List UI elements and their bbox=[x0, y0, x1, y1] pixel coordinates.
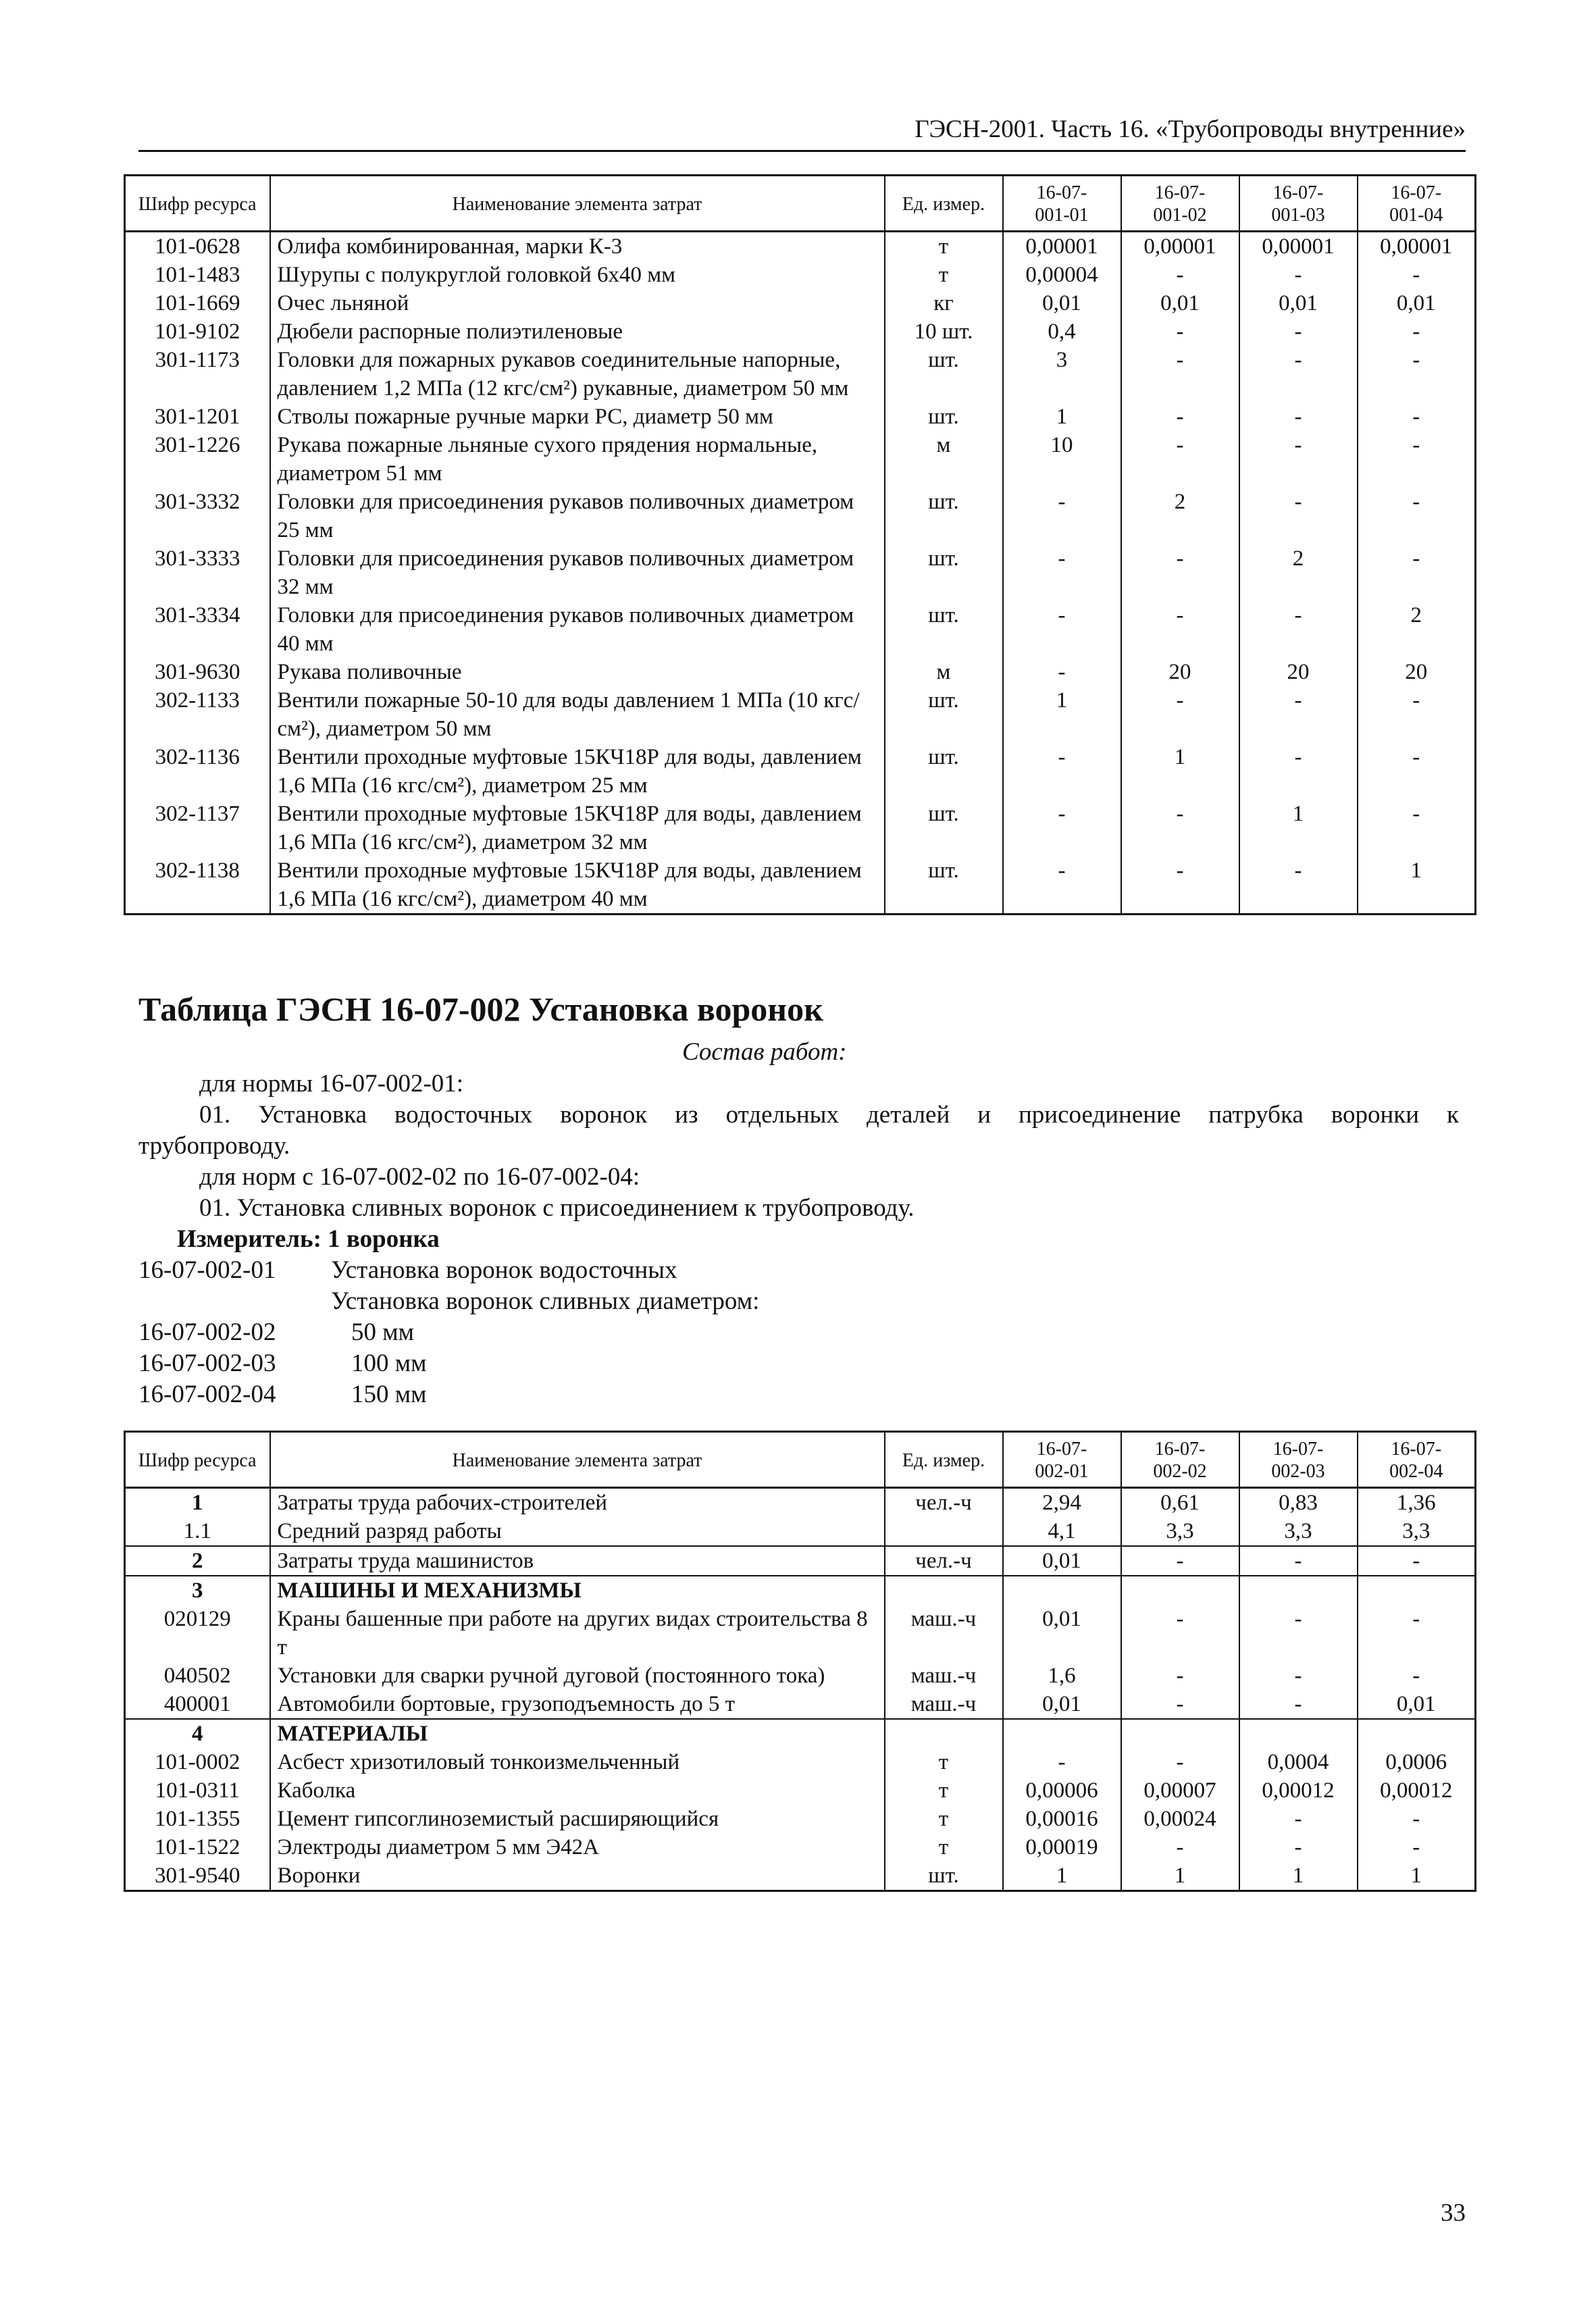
resource-code: 101-1355 bbox=[125, 1805, 270, 1833]
norm-value: - bbox=[1003, 800, 1121, 856]
resource-unit: шт. bbox=[885, 686, 1003, 743]
resource-name: Головки для присоединения рукавов поливочных диаметром 25 мм bbox=[270, 488, 885, 544]
table-row bbox=[125, 1719, 1476, 1748]
norm-value: - bbox=[1121, 686, 1239, 743]
norm-text: 150 мм bbox=[351, 1381, 427, 1408]
header-unit: Ед. измер. bbox=[885, 176, 1003, 232]
norm-value: 0,4 bbox=[1003, 317, 1121, 346]
norm-value: - bbox=[1358, 431, 1476, 488]
norm-value: - bbox=[1358, 317, 1476, 346]
table-row bbox=[125, 601, 1476, 658]
resource-name: Шурупы с полукруглой головкой 6х40 мм bbox=[270, 261, 885, 289]
table-row bbox=[125, 1833, 1476, 1861]
header-norm-col: 16-07- 001-04 bbox=[1358, 176, 1476, 232]
norm-value: - bbox=[1358, 686, 1476, 743]
resource-unit: шт. bbox=[885, 544, 1003, 601]
norm-value: 0,01 bbox=[1003, 1546, 1121, 1576]
norm-value: 3 bbox=[1003, 346, 1121, 403]
header-norm-col: 16-07- 001-02 bbox=[1121, 176, 1239, 232]
resource-code: 301-1173 bbox=[125, 346, 270, 403]
resource-name: Каболка bbox=[270, 1776, 885, 1805]
norm-value: 20 bbox=[1239, 658, 1358, 686]
norm-value: - bbox=[1003, 856, 1121, 915]
header-code: Шифр ресурса bbox=[125, 1432, 270, 1488]
norm-value: - bbox=[1239, 431, 1358, 488]
norm-value bbox=[1239, 1576, 1358, 1605]
norm-value: 1 bbox=[1239, 800, 1358, 856]
norm-value: - bbox=[1358, 1605, 1476, 1662]
resource-name: Головки для пожарных рукавов соединительные напорные, давлением 1,2 МПа (12 кгс/см²) рукавные, диаметром 50 мм bbox=[270, 346, 885, 403]
resource-code: 101-1483 bbox=[125, 261, 270, 289]
page-number: 33 bbox=[1441, 2199, 1466, 2227]
resource-unit bbox=[885, 1719, 1003, 1748]
norm-value: 10 bbox=[1003, 431, 1121, 488]
norm-value: - bbox=[1239, 856, 1358, 915]
resource-code: 1.1 bbox=[125, 1517, 270, 1546]
resource-unit: маш.-ч bbox=[885, 1690, 1003, 1719]
norm-value: 0,01 bbox=[1121, 289, 1239, 317]
table-row bbox=[125, 856, 1476, 915]
norm-value: - bbox=[1003, 488, 1121, 544]
norm-value: 0,00001 bbox=[1358, 232, 1476, 261]
norm-value: - bbox=[1121, 317, 1239, 346]
resource-unit: т bbox=[885, 1833, 1003, 1861]
norm-text: Установка воронок водосточных bbox=[331, 1256, 677, 1284]
norm-value: 1 bbox=[1121, 743, 1239, 800]
resource-table-16-07-002 bbox=[124, 1431, 1476, 1892]
resource-unit: маш.-ч bbox=[885, 1605, 1003, 1662]
resource-unit: т bbox=[885, 1805, 1003, 1833]
resource-name: Стволы пожарные ручные марки РС, диаметр 50 мм bbox=[270, 403, 885, 431]
table-row bbox=[125, 261, 1476, 289]
norm-value: - bbox=[1121, 403, 1239, 431]
norm-text: Установка воронок сливных диаметром: bbox=[331, 1287, 760, 1315]
norm-value: 0,01 bbox=[1239, 289, 1358, 317]
table-row bbox=[125, 232, 1476, 261]
norm-value: - bbox=[1003, 601, 1121, 658]
norm-value: - bbox=[1239, 686, 1358, 743]
resource-name: Установки для сварки ручной дуговой (постоянного тока) bbox=[270, 1662, 885, 1690]
resource-unit: маш.-ч bbox=[885, 1662, 1003, 1690]
norm-value: - bbox=[1121, 1833, 1239, 1861]
resource-code: 302-1136 bbox=[125, 743, 270, 800]
norm-value: 1 bbox=[1003, 403, 1121, 431]
norm-value: - bbox=[1358, 261, 1476, 289]
norm-value: 2 bbox=[1239, 544, 1358, 601]
norm2-work: 01. Установка сливных воронок с присоединением к трубопроводу. bbox=[199, 1194, 915, 1222]
resource-name: Краны башенные при работе на других видах строительства 8 т bbox=[270, 1605, 885, 1662]
norm-value: - bbox=[1121, 1546, 1239, 1576]
norm-value: - bbox=[1239, 403, 1358, 431]
resource-code: 101-0628 bbox=[125, 232, 270, 261]
norm-value: - bbox=[1121, 1690, 1239, 1719]
norm-value: - bbox=[1239, 1833, 1358, 1861]
norm-value: 3,3 bbox=[1358, 1517, 1476, 1546]
running-head: ГЭСН-2001. Часть 16. «Трубопроводы внутренние» bbox=[915, 115, 1466, 143]
norm-value: 1,6 bbox=[1003, 1662, 1121, 1690]
norm-value bbox=[1121, 1576, 1239, 1605]
resource-table-16-07-001 bbox=[124, 174, 1476, 915]
resource-unit: кг bbox=[885, 289, 1003, 317]
table-row bbox=[125, 1546, 1476, 1576]
norm-value: - bbox=[1003, 658, 1121, 686]
header-norm-col: 16-07- 001-01 bbox=[1003, 176, 1121, 232]
table-row bbox=[125, 403, 1476, 431]
resource-name: МАШИНЫ И МЕХАНИЗМЫ bbox=[270, 1576, 885, 1605]
resource-unit: шт. bbox=[885, 1861, 1003, 1891]
resource-code: 101-1669 bbox=[125, 289, 270, 317]
norm-value: 0,00024 bbox=[1121, 1805, 1239, 1833]
norm-value: - bbox=[1358, 544, 1476, 601]
norm-value: 0,00019 bbox=[1003, 1833, 1121, 1861]
norm-value: 0,00001 bbox=[1121, 232, 1239, 261]
resource-code: 101-0002 bbox=[125, 1748, 270, 1776]
header-name: Наименование элемента затрат bbox=[270, 1432, 885, 1488]
norm-value: 3,3 bbox=[1121, 1517, 1239, 1546]
norm-code: 16-07-002-03 bbox=[138, 1349, 276, 1377]
resource-unit: шт. bbox=[885, 346, 1003, 403]
norm-value: - bbox=[1121, 261, 1239, 289]
norm-value: - bbox=[1003, 1748, 1121, 1776]
norm-value: 2 bbox=[1358, 601, 1476, 658]
section-title: Таблица ГЭСН 16-07-002 Установка воронок bbox=[138, 990, 823, 1028]
resource-code: 101-0311 bbox=[125, 1776, 270, 1805]
norm-value: - bbox=[1358, 403, 1476, 431]
resource-name: Головки для присоединения рукавов поливочных диаметром 40 мм bbox=[270, 601, 885, 658]
norm-value: - bbox=[1239, 1662, 1358, 1690]
header-norm-col: 16-07- 002-02 bbox=[1121, 1432, 1239, 1488]
resource-name: Автомобили бортовые, грузоподъемность до 5 т bbox=[270, 1690, 885, 1719]
norm-value bbox=[1358, 1576, 1476, 1605]
norm-value: - bbox=[1121, 1605, 1239, 1662]
norm-value: - bbox=[1121, 1662, 1239, 1690]
norm-value: 0,00001 bbox=[1239, 232, 1358, 261]
table-row bbox=[125, 1776, 1476, 1805]
norm-value: 0,61 bbox=[1121, 1488, 1239, 1518]
table-row bbox=[125, 317, 1476, 346]
header-name: Наименование элемента затрат bbox=[270, 176, 885, 232]
resource-code: 301-9630 bbox=[125, 658, 270, 686]
table-row bbox=[125, 431, 1476, 488]
resource-name: Вентили проходные муфтовые 15КЧ18Р для воды, давлением 1,6 МПа (16 кгс/см²), диаметром 32 мм bbox=[270, 800, 885, 856]
resource-name: Воронки bbox=[270, 1861, 885, 1891]
header-code: Шифр ресурса bbox=[125, 176, 270, 232]
norm-value: 0,0004 bbox=[1239, 1748, 1358, 1776]
resource-name: Вентили проходные муфтовые 15КЧ18Р для воды, давлением 1,6 МПа (16 кгс/см²), диаметром 40 мм bbox=[270, 856, 885, 915]
norm-value: - bbox=[1239, 346, 1358, 403]
resource-unit: т bbox=[885, 1776, 1003, 1805]
norm-value: - bbox=[1239, 1546, 1358, 1576]
norm2-label: для норм с 16-07-002-02 по 16-07-002-04: bbox=[199, 1163, 640, 1191]
resource-unit: шт. bbox=[885, 403, 1003, 431]
resource-unit: м bbox=[885, 431, 1003, 488]
resource-code: 2 bbox=[125, 1546, 270, 1576]
resource-name: Асбест хризотиловый тонкоизмельченный bbox=[270, 1748, 885, 1776]
norm-value: - bbox=[1358, 488, 1476, 544]
resource-name: Цемент гипсоглиноземистый расширяющийся bbox=[270, 1805, 885, 1833]
resource-name: Очес льняной bbox=[270, 289, 885, 317]
resource-unit: т bbox=[885, 232, 1003, 261]
norm-value: 0,00004 bbox=[1003, 261, 1121, 289]
header-norm-col: 16-07- 001-03 bbox=[1239, 176, 1358, 232]
norm-value bbox=[1239, 1719, 1358, 1748]
norm-value: - bbox=[1239, 317, 1358, 346]
resource-code: 301-1226 bbox=[125, 431, 270, 488]
header-norm-col: 16-07- 002-03 bbox=[1239, 1432, 1358, 1488]
resource-code: 301-1201 bbox=[125, 403, 270, 431]
norm-value bbox=[1003, 1576, 1121, 1605]
table-row bbox=[125, 1690, 1476, 1719]
table-row bbox=[125, 1748, 1476, 1776]
resource-unit: шт. bbox=[885, 488, 1003, 544]
norm-value: - bbox=[1121, 601, 1239, 658]
resource-unit: шт. bbox=[885, 856, 1003, 915]
norm-value: - bbox=[1121, 856, 1239, 915]
resource-name: Олифа комбинированная, марки К-3 bbox=[270, 232, 885, 261]
norm-value: 20 bbox=[1121, 658, 1239, 686]
resource-unit bbox=[885, 1517, 1003, 1546]
resource-code: 4 bbox=[125, 1719, 270, 1748]
resource-name: Вентили пожарные 50-10 для воды давлением 1 МПа (10 кгс/см²), диаметром 50 мм bbox=[270, 686, 885, 743]
table-row bbox=[125, 1861, 1476, 1891]
norm-value: 1 bbox=[1003, 686, 1121, 743]
norm-value: - bbox=[1121, 800, 1239, 856]
norm-value: 0,01 bbox=[1003, 1690, 1121, 1719]
norm-value: 0,00007 bbox=[1121, 1776, 1239, 1805]
norm-value: 2,94 bbox=[1003, 1488, 1121, 1518]
resource-name: Рукава пожарные льняные сухого прядения нормальные, диаметром 51 мм bbox=[270, 431, 885, 488]
resource-unit: шт. bbox=[885, 601, 1003, 658]
resource-name: Затраты труда рабочих-строителей bbox=[270, 1488, 885, 1518]
table-row bbox=[125, 1662, 1476, 1690]
norm-value: 0,01 bbox=[1003, 1605, 1121, 1662]
resource-code: 1 bbox=[125, 1488, 270, 1518]
table-header-row bbox=[125, 176, 1476, 232]
norm-value: - bbox=[1121, 544, 1239, 601]
resource-code: 3 bbox=[125, 1576, 270, 1605]
norm-value: 1 bbox=[1121, 1861, 1239, 1891]
resource-code: 101-1522 bbox=[125, 1833, 270, 1861]
meter: Измеритель: 1 воронка bbox=[177, 1225, 440, 1253]
resource-unit bbox=[885, 1576, 1003, 1605]
resource-unit: чел.-ч bbox=[885, 1546, 1003, 1576]
resource-code: 040502 bbox=[125, 1662, 270, 1690]
resource-unit: т bbox=[885, 1748, 1003, 1776]
resource-code: 020129 bbox=[125, 1605, 270, 1662]
table-row bbox=[125, 686, 1476, 743]
norm-value: 1 bbox=[1358, 856, 1476, 915]
resource-name: Затраты труда машинистов bbox=[270, 1546, 885, 1576]
norm-code: 16-07-002-01 bbox=[138, 1256, 276, 1284]
norm-value: 0,00012 bbox=[1239, 1776, 1358, 1805]
header-norm-col: 16-07- 002-01 bbox=[1003, 1432, 1121, 1488]
resource-unit: шт. bbox=[885, 800, 1003, 856]
norm1-work-line2: трубопроводу. bbox=[138, 1132, 290, 1160]
norm-text: 50 мм bbox=[351, 1318, 415, 1346]
norm-code: 16-07-002-02 bbox=[138, 1318, 276, 1346]
norm-value: - bbox=[1003, 743, 1121, 800]
norm-value: 1 bbox=[1003, 1861, 1121, 1891]
norm-value: 0,00006 bbox=[1003, 1776, 1121, 1805]
norm-value: 0,00012 bbox=[1358, 1776, 1476, 1805]
norm-value: - bbox=[1121, 1748, 1239, 1776]
norm-value: - bbox=[1358, 1546, 1476, 1576]
resource-code: 302-1137 bbox=[125, 800, 270, 856]
table-row bbox=[125, 800, 1476, 856]
norm-value: 0,00016 bbox=[1003, 1805, 1121, 1833]
norm-value: - bbox=[1358, 800, 1476, 856]
table-row bbox=[125, 1517, 1476, 1546]
table-row bbox=[125, 289, 1476, 317]
resource-name: МАТЕРИАЛЫ bbox=[270, 1719, 885, 1748]
norm-value: - bbox=[1239, 1690, 1358, 1719]
table-header-row bbox=[125, 1432, 1476, 1488]
resource-code: 301-3333 bbox=[125, 544, 270, 601]
norm-value: 0,83 bbox=[1239, 1488, 1358, 1518]
resource-name: Рукава поливочные bbox=[270, 658, 885, 686]
resource-code: 302-1133 bbox=[125, 686, 270, 743]
norm-code: 16-07-002-04 bbox=[138, 1381, 276, 1408]
norm-value: - bbox=[1358, 1805, 1476, 1833]
norm-value: - bbox=[1239, 261, 1358, 289]
norm-value: - bbox=[1358, 1833, 1476, 1861]
norm-value: 0,01 bbox=[1003, 289, 1121, 317]
table-row bbox=[125, 544, 1476, 601]
norm-value: - bbox=[1358, 1662, 1476, 1690]
norm1-label: для нормы 16-07-002-01: bbox=[199, 1070, 464, 1098]
table-row bbox=[125, 488, 1476, 544]
resource-code: 400001 bbox=[125, 1690, 270, 1719]
norm-value: 20 bbox=[1358, 658, 1476, 686]
norm-value: - bbox=[1239, 743, 1358, 800]
header-norm-col: 16-07- 002-04 bbox=[1358, 1432, 1476, 1488]
table-row bbox=[125, 346, 1476, 403]
norm-value: 0,01 bbox=[1358, 289, 1476, 317]
resource-code: 301-3332 bbox=[125, 488, 270, 544]
norm-value: - bbox=[1239, 1605, 1358, 1662]
resource-unit: 10 шт. bbox=[885, 317, 1003, 346]
norm-value bbox=[1003, 1719, 1121, 1748]
table-row bbox=[125, 658, 1476, 686]
norm-value: - bbox=[1003, 544, 1121, 601]
norm-value: - bbox=[1239, 1805, 1358, 1833]
header-rule bbox=[138, 150, 1466, 152]
resource-name: Головки для присоединения рукавов поливочных диаметром 32 мм bbox=[270, 544, 885, 601]
norm-value: - bbox=[1239, 601, 1358, 658]
resource-name: Вентили проходные муфтовые 15КЧ18Р для воды, давлением 1,6 МПа (16 кгс/см²), диаметром 25 мм bbox=[270, 743, 885, 800]
norm-value bbox=[1121, 1719, 1239, 1748]
resource-code: 101-9102 bbox=[125, 317, 270, 346]
resource-name: Дюбели распорные полиэтиленовые bbox=[270, 317, 885, 346]
table-row bbox=[125, 1805, 1476, 1833]
table-row bbox=[125, 743, 1476, 800]
norm-text: 100 мм bbox=[351, 1349, 427, 1377]
resource-name: Электроды диаметром 5 мм Э42А bbox=[270, 1833, 885, 1861]
resource-code: 301-3334 bbox=[125, 601, 270, 658]
resource-code: 302-1138 bbox=[125, 856, 270, 915]
resource-code: 301-9540 bbox=[125, 1861, 270, 1891]
resource-name: Средний разряд работы bbox=[270, 1517, 885, 1546]
norm-value: 0,01 bbox=[1358, 1690, 1476, 1719]
composition-label: Состав работ: bbox=[682, 1038, 847, 1066]
norm-value: 1,36 bbox=[1358, 1488, 1476, 1518]
norm-value bbox=[1358, 1719, 1476, 1748]
norm-value: 2 bbox=[1121, 488, 1239, 544]
resource-unit: чел.-ч bbox=[885, 1488, 1003, 1518]
header-unit: Ед. измер. bbox=[885, 1432, 1003, 1488]
table-row bbox=[125, 1488, 1476, 1518]
table-row bbox=[125, 1576, 1476, 1605]
norm-value: 1 bbox=[1239, 1861, 1358, 1891]
norm-value: - bbox=[1239, 488, 1358, 544]
norm-value: 3,3 bbox=[1239, 1517, 1358, 1546]
norm-value: 0,0006 bbox=[1358, 1748, 1476, 1776]
norm-value: 0,00001 bbox=[1003, 232, 1121, 261]
norm-value: - bbox=[1121, 431, 1239, 488]
norm1-work-line1: 01. Установка водосточных воронок из отдельных деталей и присоединение патрубка воронки к bbox=[199, 1101, 1459, 1129]
norm-value: 1 bbox=[1358, 1861, 1476, 1891]
resource-unit: т bbox=[885, 261, 1003, 289]
norm-value: - bbox=[1358, 346, 1476, 403]
resource-unit: шт. bbox=[885, 743, 1003, 800]
norm-value: 4,1 bbox=[1003, 1517, 1121, 1546]
resource-unit: м bbox=[885, 658, 1003, 686]
norm-value: - bbox=[1358, 743, 1476, 800]
norm-value: - bbox=[1121, 346, 1239, 403]
table-row bbox=[125, 1605, 1476, 1662]
